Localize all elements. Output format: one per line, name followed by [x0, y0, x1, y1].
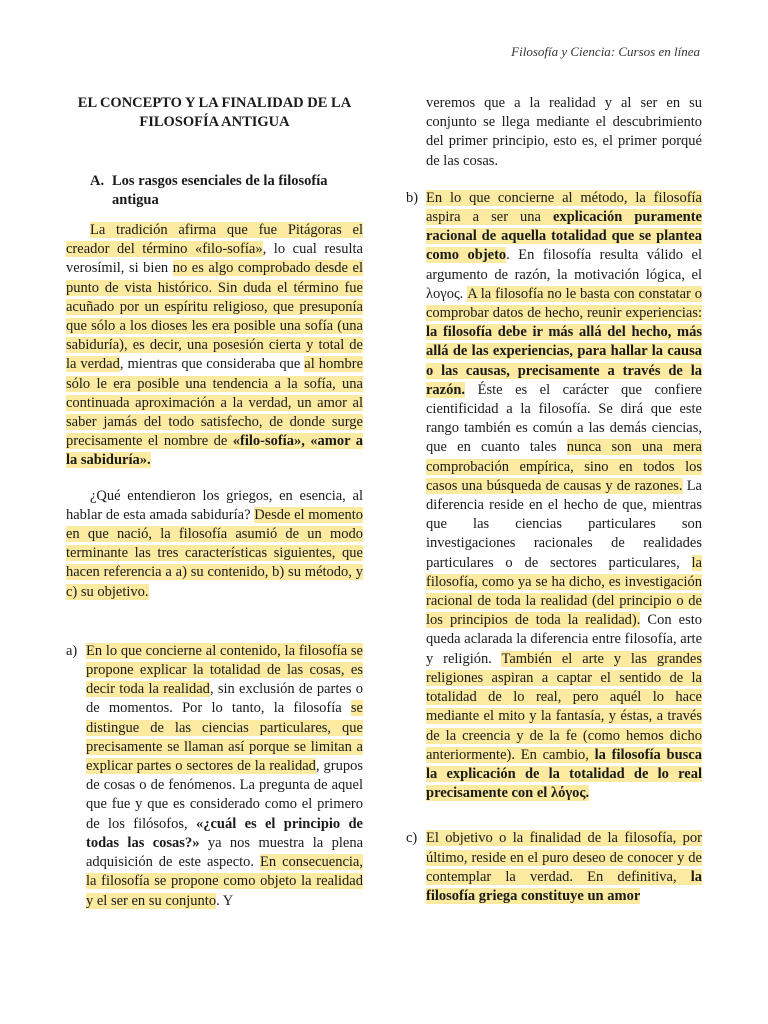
- list-marker: b): [406, 189, 419, 206]
- text-span: ya nos muestra la plena adquisición de este aspecto.: [86, 834, 364, 871]
- text-span: , grupos de cosas o de fenómenos. La pregunta de aquel que fue y que es considerado como el primero de los filósofos,: [86, 758, 363, 832]
- bold-span: la filosofía griega constituye un amor: [426, 868, 702, 904]
- bold-span: la filosofía busca la explicación de la totalidad de lo real precisamente con el λόγος.: [426, 746, 702, 802]
- text-span: . Y: [216, 892, 234, 909]
- highlight-span: En lo que concierne al contenido, la filosofía se propone explicar la totalidad de las cosas, es decir toda la realidad: [86, 642, 363, 698]
- paragraph-origin: [66, 221, 363, 471]
- document-title: EL CONCEPTO Y LA FINALIDAD DE LA FILOSOFÍA ANTIGUA: [77, 95, 352, 130]
- list-marker: c): [406, 830, 418, 847]
- section-heading-a: [90, 172, 363, 209]
- highlight-span: La tradición afirma que fue Pitágoras el creador del término «filo-sofía»: [66, 222, 363, 258]
- highlight-span: El objetivo o la finalidad de la filosofía, por último, reside en el puro deseo de conocer y de contemplar la verdad. En definitiva,: [426, 830, 702, 885]
- section-letter: A.: [90, 173, 105, 189]
- bold-span: «filo-sofía», «amor a la sabiduría».: [66, 433, 363, 469]
- text-span: veremos que a la realidad y al ser en su conjunto se llega mediante el descubrimiento del primer principio, esto es, el primer porqué de las cosas.: [426, 95, 702, 169]
- left-column: [66, 94, 363, 911]
- section-title: Los rasgos esenciales de la filosofía antigua: [112, 173, 328, 208]
- highlight-span: no es algo comprobado desde el punto de vista histórico. Sin duda el término fue acuñado por un espíritu religioso, que presuponía que sólo a los dioses les era posible una sofía (una sabiduría), es decir, una posesión cierta y total de la verdad: [66, 260, 363, 373]
- highlight-span: al hombre sólo le era posible una tendencia a la sofía, una continuada aproximación a la verdad, un amor al saber jamás del todo satisfecho, de donde surge precisamente el nombre de: [66, 356, 364, 450]
- list-item-a: [66, 642, 363, 911]
- list-item-b: [406, 189, 702, 804]
- highlight-span: Desde el momento en que nació, la filosofía asumió de un modo terminante las tres características siguientes, que hacen referencia a a) su contenido, b) su método, y c) su objetivo.: [66, 506, 363, 600]
- text-span: , mientras que consideraba que: [119, 356, 305, 373]
- highlight-span: En consecuencia, la filosofía se propone como objeto la realidad y el ser en su conjunto: [86, 854, 363, 909]
- highlight-span: A la filosofía no le basta con constatar o comprobar datos de hecho, reunir experiencias:: [426, 285, 702, 322]
- right-column: [406, 94, 702, 906]
- highlight-span: nunca son una mera comprobación empírica, sino en todos los casos una búsqueda de causas y de razones.: [426, 439, 702, 494]
- bold-span: «¿cuál es el principio de todas las cosas?»: [86, 815, 363, 851]
- continued-paragraph: [406, 94, 702, 171]
- highlight-span: la filosofía, como ya se ha dicho, es investigación racional de toda la realidad (del principio o de los principios de toda la realidad).: [426, 554, 702, 629]
- paragraph-question: [66, 487, 363, 602]
- highlight-span: se distingue de las ciencias particulares, que precisamente se llaman así porque se limitan a explicar partes o sectores de la realidad: [86, 700, 363, 775]
- text-span: Con esto queda aclarada la diferencia entre filosofía, arte y religión.: [426, 612, 702, 667]
- text-span: , sin exclusión de partes o de momentos. Por lo tanto, la filosofía: [86, 681, 363, 717]
- highlight-span: En lo que concierne al método, la filosofía aspira a ser una: [426, 189, 702, 226]
- text-span: , lo cual resulta verosímil, si bien: [66, 241, 363, 277]
- bold-span: explicación puramente racional de aquella totalidad que se plantea como objeto: [426, 209, 702, 264]
- text-span: La diferencia reside en el hecho de que, mientras que las ciencias particulares son investigaciones racionales de realidades particulares o de sectores particulares,: [426, 477, 702, 571]
- list-marker: a): [66, 642, 78, 659]
- text-span: . En filosofía resulta válido el argumento de razón, la motivación lógica, el λογος.: [426, 247, 702, 302]
- list-item-body: [426, 829, 702, 906]
- list-item-body: [426, 189, 702, 804]
- list-item-body: [86, 642, 363, 911]
- highlight-span: También el arte y las grandes religiones aspiran a captar el sentido de la totalidad de lo real, pero aquél lo hace mediante el mito y la fantasía, y éstas, a través de la creencia y de la fe (como hemos dicho anteriormente). En cambio,: [426, 650, 702, 763]
- running-head: Filosofía y Ciencia: Cursos en línea: [511, 44, 700, 59]
- list-item-c: [406, 829, 702, 906]
- text-span: ¿Qué entendieron los griegos, en esencia, al hablar de esta amada sabiduría?: [66, 487, 363, 523]
- bold-span: la filosofía debe ir más allá del hecho, más allá de las experiencias, para hallar la causa o las causas, precisamente a través de la razón.: [426, 324, 702, 398]
- text-span: Éste es el carácter que confiere cientificidad a la filosofía. Se dirá que este rango también es común a las demás ciencias, que en cuanto tales: [426, 381, 702, 456]
